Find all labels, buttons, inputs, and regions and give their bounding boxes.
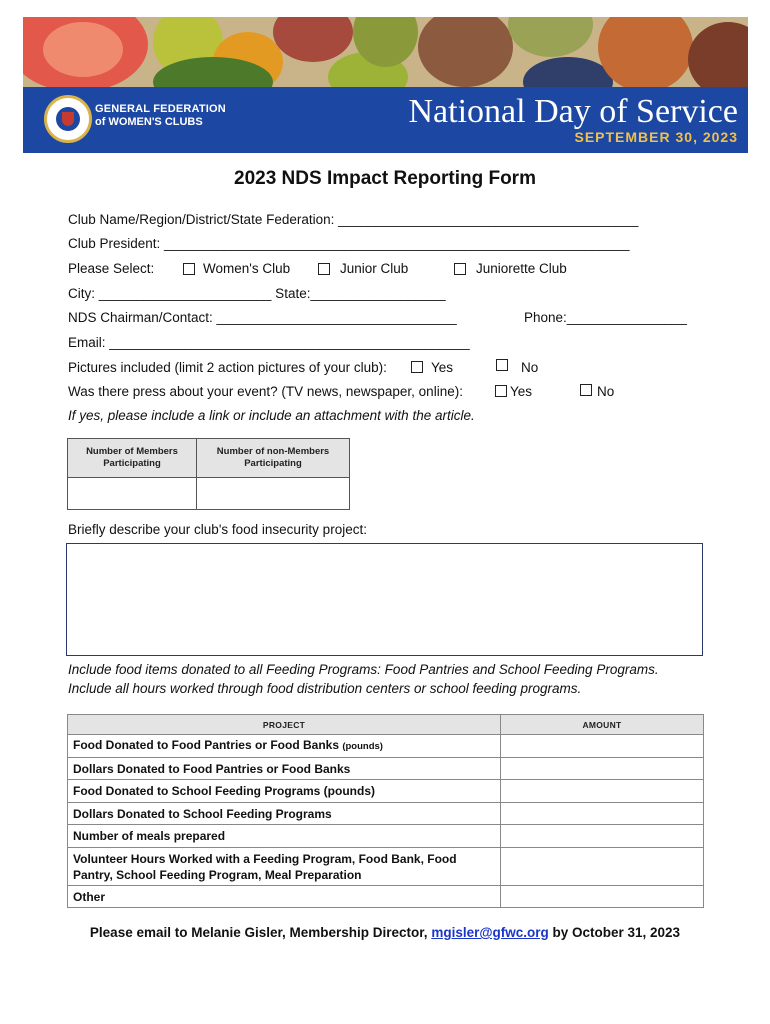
members-header [68, 439, 196, 477]
row-label-line1: Volunteer Hours Worked with a Feeding Program, Food Bank, Food [73, 851, 457, 866]
amount-input[interactable] [501, 780, 704, 803]
header-banner [23, 17, 748, 153]
womens-club-checkbox[interactable] [183, 263, 195, 275]
press-no-label: No [597, 384, 615, 399]
table-row [68, 803, 704, 825]
org-name-line2: of WOMEN'S CLUBS [95, 116, 203, 128]
junior-club-label: Junior Club [340, 261, 409, 276]
table-row [68, 758, 704, 780]
row-label: Other [68, 886, 501, 908]
non-members-count-input[interactable] [197, 478, 349, 509]
phone-field[interactable]: Phone:________________ [524, 310, 687, 325]
table-row [68, 780, 704, 803]
email-field[interactable]: Email: ________________________________________________ [68, 335, 470, 350]
members-count-input[interactable] [68, 478, 196, 509]
table-row [68, 735, 704, 758]
members-header-line2: Participating [103, 458, 161, 469]
press-note: If yes, please include a link or include an attachment with the article. [68, 408, 475, 423]
pictures-no-label: No [521, 360, 539, 375]
juniorette-club-label: Juniorette Club [476, 261, 567, 276]
row-label-line2: Pantry, School Feeding Program, Meal Preparation [73, 867, 362, 882]
email-link[interactable]: mgisler@gfwc.org [431, 925, 549, 940]
row-label: Dollars Donated to School Feeding Programs [68, 803, 501, 825]
nds-chairman-field[interactable]: NDS Chairman/Contact: ________________________________ [68, 310, 457, 325]
row-label: Dollars Donated to Food Pantries or Food Banks [68, 758, 501, 780]
footer-note [0, 925, 770, 940]
amount-input[interactable] [501, 803, 704, 825]
members-table [67, 438, 350, 510]
non-members-header [197, 439, 349, 477]
amount-column-header: AMOUNT [501, 715, 704, 735]
table-row [68, 825, 704, 848]
instruction-note-2: Include all hours worked through food distribution centers or school feeding programs. [68, 681, 582, 696]
members-header-line1: Number of Members [86, 446, 178, 457]
junior-club-checkbox[interactable] [318, 263, 330, 275]
non-members-header-line2: Participating [244, 458, 302, 469]
pictures-question: Pictures included (limit 2 action pictures of your club): [68, 360, 387, 375]
row-label: Food Donated to School Feeding Programs (pounds) [68, 780, 501, 803]
food-photo [23, 17, 748, 87]
org-name-line1: GENERAL FEDERATION [95, 103, 226, 115]
press-question: Was there press about your event? (TV news, newspaper, online): [68, 384, 463, 399]
row-label-text: Food Donated to Food Pantries or Food Banks [73, 738, 339, 752]
press-no-checkbox[interactable] [580, 384, 592, 396]
page-title: 2023 NDS Impact Reporting Form [234, 168, 536, 189]
row-label: Number of meals prepared [68, 825, 501, 848]
press-yes-checkbox[interactable] [495, 385, 507, 397]
project-column-header: PROJECT [68, 715, 501, 735]
amount-input[interactable] [501, 758, 704, 780]
city-state-field[interactable]: City: _______________________ State:__________________ [68, 286, 446, 301]
gfwc-seal-icon [44, 95, 92, 143]
banner-date: SEPTEMBER 30, 2023 [574, 129, 738, 145]
amount-input[interactable] [501, 848, 704, 886]
pictures-no-checkbox[interactable] [496, 359, 508, 371]
banner-title: National Day of Service [408, 93, 738, 130]
club-president-field[interactable]: Club President: ______________________________________________________________ [68, 236, 630, 251]
project-table [67, 714, 704, 908]
amount-input[interactable] [501, 886, 704, 908]
womens-club-label: Women's Club [203, 261, 291, 276]
table-row [68, 886, 704, 908]
pictures-yes-checkbox[interactable] [411, 361, 423, 373]
banner-bar [23, 87, 748, 153]
club-name-field[interactable]: Club Name/Region/District/State Federation: ________________________________________ [68, 212, 639, 227]
row-label-unit: (pounds) [342, 741, 383, 752]
row-label [68, 735, 501, 758]
project-description-textarea[interactable] [66, 543, 703, 656]
footer-deadline: by October 31, 2023 [548, 925, 681, 940]
non-members-header-line1: Number of non-Members [216, 446, 330, 457]
row-label [68, 848, 501, 886]
instruction-note-1: Include food items donated to all Feeding Programs: Food Pantries and School Feeding Programs. [68, 662, 659, 677]
footer-text: Please email to Melanie Gisler, Membership Director, [89, 925, 432, 940]
club-type-label: Please Select: [68, 261, 155, 276]
table-row [68, 848, 704, 886]
describe-label: Briefly describe your club's food insecurity project: [68, 522, 367, 537]
press-yes-label: Yes [510, 384, 533, 399]
juniorette-club-checkbox[interactable] [454, 263, 466, 275]
amount-input[interactable] [501, 825, 704, 848]
pictures-yes-label: Yes [431, 360, 454, 375]
amount-input[interactable] [501, 735, 704, 758]
